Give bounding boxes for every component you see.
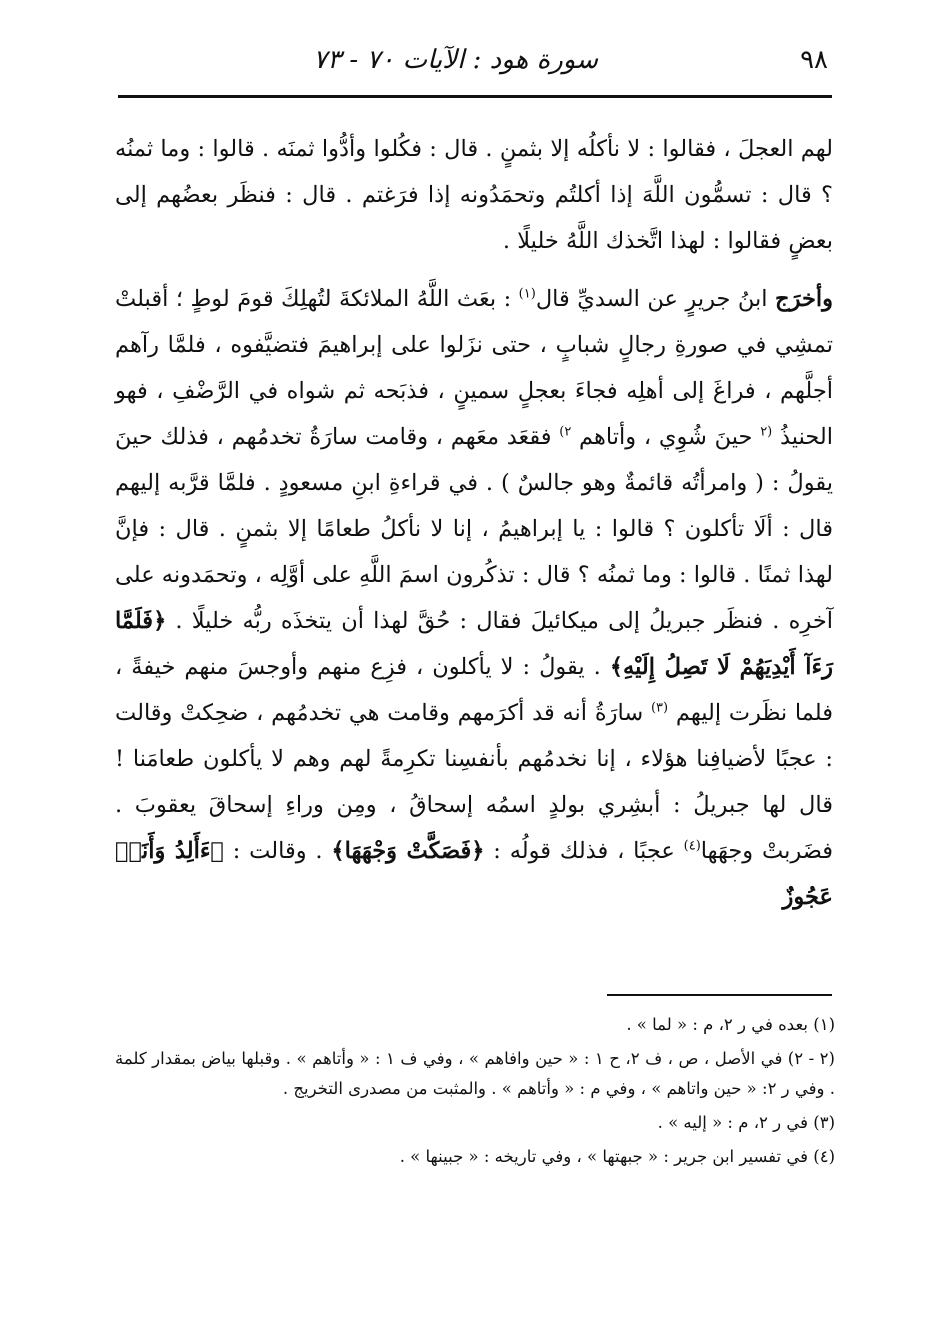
paragraph-lead-word: وأخرَج <box>775 286 834 312</box>
footnote-marker-2-start: (٢ <box>760 424 773 440</box>
footnote-marker-3: (٣) <box>650 700 669 716</box>
paragraph-2 <box>115 276 833 920</box>
paragraph-1: لهم العجلَ ، فقالوا : لا نأكلُه إلا بثمنٍ . قال : فكُلوا وأدُّوا ثمنَه . قالوا : وما ثمنُه ؟ قال : تسمُّون اللَّهَ إذا أكلتُم وتحمَدُونه إذا فرَغتم . قال : فنظَر بعضُهم إلى بعضٍ فقالوا : لهذا اتَّخذك اللَّهُ خليلًا . <box>115 136 833 254</box>
text-segment: . يقولُ : لا يأكلون ، فزِع منهم وأوجسَ منهم خيفةً ، فلما نظَرت إليهم <box>115 654 833 726</box>
footnote-2: (٢ - ٢) في الأصل ، ص ، ف ٢، ح ١ : « حين وافاهم » ، وفي ف ١ : « وأتاهم » . وقبلها بياض بمقدار كلمة . وفي ر ٢: « حين واتاهم » ، وفي م : « وأتاهم » . والمثبت من مصدرى التخريج . <box>115 1049 835 1098</box>
quran-quote-3: ﴿ءَأَلِدُ وَأَنَا۠ عَجُوزٌ <box>115 838 833 910</box>
text-segment: ابنُ جريرٍ عن السديِّ قال <box>535 286 776 312</box>
header-rule <box>118 95 832 98</box>
footnote-rule <box>607 994 832 996</box>
quran-quote-2: ﴿فَصَكَّتْ وَجْهَهَا﴾ <box>331 838 485 864</box>
text-segment: . وقالت : <box>223 838 332 864</box>
text-segment: فقعَد معَهم ، وقامت سارَةُ تخدمُهم ، فذلك حينَ يقولُ : ( وامرأتُه قائمةٌ وهو جالسٌ ) . في قراءةِ ابنِ مسعودٍ . فلمَّا قرَّبه إليهم قال : ألَا تأكلون ؟ قالوا : يا إبراهيمُ ، إنا لا نأكلُ طعامًا إلا بثمنٍ . قال : فإنَّ لهذا ثمنًا . قالوا : وما ثمنُه ؟ قال : تذكُرون اسمَ اللَّهِ على أوَّلِه ، وتحمَدونه على آخرِه . فنظَر جبريلُ إلى ميكائيلَ فقال : حُقَّ لهذا أن يتخذَه ربُّه خليلًا . <box>115 424 833 634</box>
footnote-marker-1: (١) <box>518 286 536 302</box>
footnote-marker-2-end: ٢) <box>559 424 572 440</box>
footnote-1: (١) بعده في ر ٢، م : « لما » . <box>626 1015 835 1034</box>
footnote-4: (٤) في تفسير ابن جرير : « جبهتها » ، وفي تاريخه : « جبينها » . <box>399 1147 835 1166</box>
footnote-marker-4: (٤) <box>683 838 701 854</box>
running-title: سورة هود : الآيات ٧٠ - ٧٣ <box>313 45 598 75</box>
text-segment: : بعَث اللَّهُ الملائكةَ لتُهلِكَ قومَ لوطٍ ؛ أقبلتْ تمشِي في صورةِ رجالٍ شبابٍ ، حتى نزَلوا على إبراهيمَ فتضيَّفوه ، فلمَّا رآهم أجلَّهم ، فراغَ إلى أهلِه فجاءَ بعجلٍ سمينٍ ، فذبَحه ثم شواه في الرَّضْفِ ، فهو الحنيذُ <box>115 286 833 450</box>
text-segment: حينَ شُوِي ، وأتاهم <box>571 424 761 450</box>
page-number: ٩٨ <box>800 45 828 75</box>
footnote-3: (٣) في ر ٢، م : « إليه » . <box>657 1113 835 1132</box>
text-segment: عجبًا ، فذلك قولُه : <box>484 838 684 864</box>
quran-quote-1: ﴿فَلَمَّا رَءَآ أَيْدِيَهُمْ لَا تَصِلُ إِلَيْهِ﴾ <box>115 608 833 680</box>
main-text <box>115 126 833 920</box>
footnotes <box>115 1010 835 1176</box>
text-segment: سارَةُ أنه قد أكرَمهم وقامت هي تخدمُهم ، ضحِكتْ وقالت : عجبًا لأضيافِنا هؤلاء ، إنا نخدمُهم بأنفسِنا تكرِمةً لهم وهم لا يأكلون طعامَنا ! قال لها جبريلُ : أبشِري بولدٍ اسمُه إسحاقُ ، ومِن وراءِ إسحاقَ يعقوبَ . فضَربتْ وجهَها <box>115 700 834 864</box>
page-header <box>118 40 828 80</box>
